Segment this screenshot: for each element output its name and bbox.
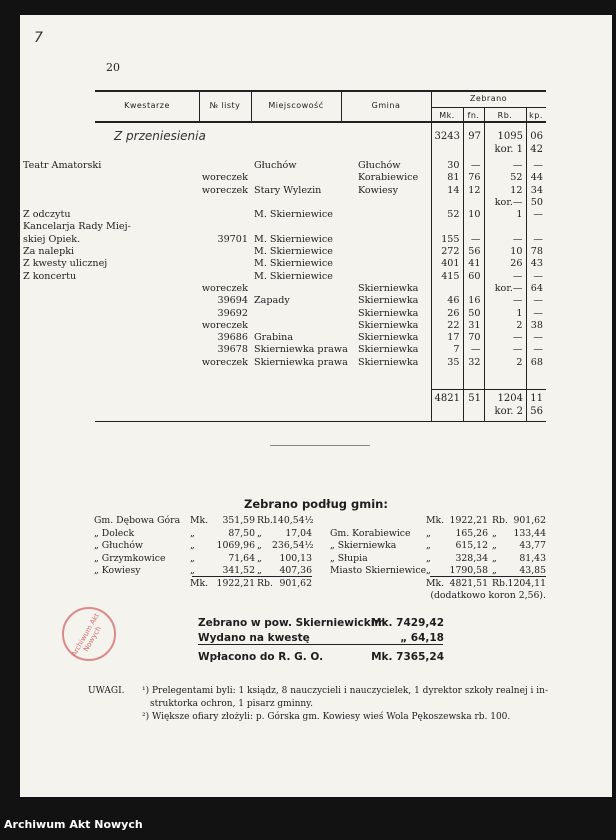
header-fn: fn. bbox=[467, 111, 480, 120]
cell-kp: — bbox=[526, 234, 546, 246]
cell-kp: — bbox=[526, 271, 546, 283]
cell-rb: — bbox=[484, 332, 526, 344]
cell-nr bbox=[180, 258, 251, 270]
header-gmina: Gmina bbox=[371, 101, 401, 110]
cell-fn bbox=[463, 283, 484, 295]
cell-fn: 50 bbox=[463, 308, 484, 320]
cell-rb: 10 bbox=[484, 246, 526, 258]
cell-kp: — bbox=[526, 295, 546, 307]
table-bottom-rule bbox=[95, 421, 546, 422]
header-zebrano: Zebrano bbox=[469, 94, 508, 103]
rb-label: „ bbox=[492, 552, 497, 564]
cell-g: Skierniewka bbox=[358, 319, 419, 331]
gmina-name: Gm. Dębowa Góra bbox=[94, 515, 181, 526]
cell-fn: 16 bbox=[463, 295, 484, 307]
total-rb: 1204 bbox=[497, 393, 523, 404]
rb-label: Rb. bbox=[257, 515, 273, 526]
cell-rb: kor.— bbox=[484, 197, 526, 209]
cell-m bbox=[251, 197, 355, 209]
rb-value: 901,62 bbox=[513, 515, 546, 526]
rb-label: „ bbox=[257, 527, 262, 539]
table-row bbox=[20, 234, 546, 246]
cell-kp: — bbox=[526, 160, 546, 172]
archive-stamp: Archiwum Akt Nowych bbox=[62, 607, 116, 661]
cell-kp: 34 bbox=[526, 185, 546, 197]
section-divider bbox=[270, 445, 370, 446]
cell-m: Głuchów bbox=[254, 160, 297, 171]
table-row bbox=[20, 221, 546, 233]
cell-rb bbox=[484, 221, 526, 233]
cell-nr: woreczek bbox=[201, 172, 248, 184]
mk-value: 87,50 bbox=[228, 527, 255, 539]
table-row bbox=[20, 185, 546, 197]
header-top-rule bbox=[95, 90, 546, 92]
total-kor-rb: kor. 2 bbox=[494, 406, 523, 417]
table-row bbox=[20, 209, 546, 221]
cell-mk: 14 bbox=[431, 185, 463, 197]
cell-g bbox=[355, 258, 431, 270]
cell-rb: — bbox=[484, 271, 526, 283]
cell-k bbox=[20, 308, 180, 320]
table-row bbox=[20, 172, 546, 184]
note-2: ²) Większe ofiary złożyli: p. Górska gm. Kowiesy wieś Wola Pękoszewska rb. 100. bbox=[142, 712, 511, 722]
cell-g: Skierniewka bbox=[358, 295, 419, 307]
carried-over-rb: 1095 bbox=[497, 131, 523, 142]
totals-rule bbox=[431, 389, 546, 390]
gmina-name: Miasto Skierniewice bbox=[330, 565, 427, 576]
rb-value: 140,54½ bbox=[272, 515, 314, 526]
gmina-name: „ Głuchów bbox=[94, 540, 143, 551]
cell-mk: 30 bbox=[431, 160, 463, 172]
summary-value: „ 64,18 bbox=[400, 632, 444, 644]
cell-nr: 39701 bbox=[217, 233, 248, 245]
cell-nr bbox=[180, 271, 251, 283]
cell-k bbox=[20, 332, 180, 344]
cell-rb: 2 bbox=[484, 320, 526, 332]
cell-mk: 7 bbox=[431, 344, 463, 356]
cell-kp: — bbox=[526, 308, 546, 320]
notes-label: UWAGI. bbox=[88, 686, 125, 696]
cell-mk: 52 bbox=[431, 209, 463, 221]
cell-mk: 35 bbox=[431, 357, 463, 369]
gmina-name: „ Skierniewka bbox=[330, 540, 397, 551]
header-nr-listy: № listy bbox=[209, 101, 241, 110]
archive-footer: Archiwum Akt Nowych bbox=[4, 818, 143, 831]
cell-k: Za nalepki bbox=[23, 246, 75, 258]
cell-kp: — bbox=[526, 344, 546, 356]
cell-fn: 60 bbox=[463, 271, 484, 283]
cell-kp: 64 bbox=[526, 283, 546, 295]
cell-kp: 43 bbox=[526, 258, 546, 270]
table-row bbox=[20, 160, 546, 172]
header-divider bbox=[199, 90, 200, 121]
table-row bbox=[20, 295, 546, 307]
summary-rule bbox=[198, 644, 443, 645]
gmina-name: „ Słupia bbox=[330, 552, 368, 564]
document-page bbox=[20, 15, 612, 797]
mk-label: „ bbox=[426, 527, 431, 539]
cell-m: Grabina bbox=[254, 332, 294, 344]
rb-value: 43,85 bbox=[519, 565, 546, 576]
cell-nr: woreczek bbox=[201, 282, 248, 294]
mk-label: „ bbox=[426, 552, 431, 564]
rb-label: „ bbox=[492, 527, 497, 539]
cell-rb: — bbox=[484, 160, 526, 172]
ledger-body bbox=[20, 160, 546, 369]
cell-mk: 22 bbox=[431, 320, 463, 332]
mk-value: 165,26 bbox=[455, 527, 488, 539]
ledger-table bbox=[20, 160, 546, 369]
gminy-note: (dodatkowo koron 2,56). bbox=[430, 590, 546, 601]
cell-mk bbox=[431, 197, 463, 209]
cell-m: Skierniewka prawa bbox=[254, 356, 348, 368]
rb-total-label: Rb. bbox=[492, 577, 508, 589]
cell-k: Teatr Amatorski bbox=[23, 160, 102, 171]
summary-label: Zebrano w pow. Skierniewickim bbox=[198, 617, 386, 629]
mk-label: „ bbox=[426, 540, 431, 551]
rb-value: 100,13 bbox=[279, 552, 312, 564]
cell-g: Głuchów bbox=[358, 160, 401, 171]
mk-value: 1922,21 bbox=[449, 515, 488, 526]
cell-nr: woreczek bbox=[201, 319, 248, 331]
rb-label: „ bbox=[492, 540, 497, 551]
cell-g: Skierniewka bbox=[358, 332, 419, 344]
cell-kp bbox=[526, 221, 546, 233]
page-number: 20 bbox=[106, 61, 120, 74]
cell-g: Skierniewka bbox=[358, 356, 419, 368]
cell-k: Z odczytu bbox=[23, 209, 71, 221]
cell-rb: kor.— bbox=[484, 283, 526, 295]
cell-g bbox=[355, 197, 431, 209]
cell-g: Kowiesy bbox=[358, 184, 398, 196]
mk-value: 351,59 bbox=[222, 515, 255, 526]
cell-kp: 44 bbox=[526, 172, 546, 184]
gmina-name: „ Kowiesy bbox=[94, 565, 141, 576]
cell-k: Z koncertu bbox=[23, 270, 77, 282]
mk-total: 1922,21 bbox=[216, 577, 255, 589]
mk-label: „ bbox=[190, 565, 195, 576]
summary-label: Wydano na kwestę bbox=[198, 632, 310, 644]
cell-nr bbox=[180, 160, 251, 172]
cell-g: Skierniewka bbox=[358, 344, 419, 356]
cell-nr: 39686 bbox=[217, 332, 248, 344]
cell-rb: 26 bbox=[484, 258, 526, 270]
note-1-continued: struktorka ochron, 1 pisarz gminny. bbox=[150, 699, 313, 709]
cell-kp: 68 bbox=[526, 357, 546, 369]
mk-label: „ bbox=[426, 565, 431, 576]
mk-label: Mk. bbox=[426, 515, 445, 526]
mk-value: 615,12 bbox=[455, 540, 488, 551]
cell-mk: 155 bbox=[431, 234, 463, 246]
cell-mk: 401 bbox=[431, 258, 463, 270]
cell-mk: 26 bbox=[431, 308, 463, 320]
table-row bbox=[20, 271, 546, 283]
cell-k: Z kwesty ulicznej bbox=[23, 258, 108, 270]
cell-g bbox=[355, 221, 431, 233]
cell-m: M. Skierniewice bbox=[254, 270, 333, 282]
table-row bbox=[20, 283, 546, 295]
table-row bbox=[20, 197, 546, 209]
summary-value: Mk. 7429,42 bbox=[371, 617, 444, 629]
cell-g: Skierniewka bbox=[358, 307, 419, 319]
mk-value: 1069,96 bbox=[216, 540, 255, 551]
cell-k: Kancelarja Rady Miej- bbox=[23, 221, 131, 233]
table-row bbox=[20, 357, 546, 369]
gminy-right-rule bbox=[430, 576, 546, 577]
mk-value: 1790,58 bbox=[449, 565, 488, 576]
cell-kp: — bbox=[526, 209, 546, 221]
rb-label: „ bbox=[257, 552, 262, 564]
header-mk: Mk. bbox=[439, 111, 455, 120]
cell-k bbox=[20, 344, 180, 356]
cell-mk: 46 bbox=[431, 295, 463, 307]
rb-value: 43,77 bbox=[519, 540, 546, 551]
rb-total: 901,62 bbox=[279, 577, 312, 589]
cell-rb: 12 bbox=[484, 185, 526, 197]
rb-value: 17,04 bbox=[285, 527, 312, 539]
gmina-name: Gm. Korabiewice bbox=[330, 527, 411, 539]
rb-total: 1204,11 bbox=[507, 577, 546, 589]
cell-fn: 10 bbox=[463, 209, 484, 221]
cell-k bbox=[20, 172, 180, 184]
total-fn: 51 bbox=[468, 393, 481, 404]
cell-nr: woreczek bbox=[201, 184, 248, 196]
cell-rb: 2 bbox=[484, 357, 526, 369]
table-row bbox=[20, 344, 546, 356]
cell-mk bbox=[431, 283, 463, 295]
cell-m bbox=[251, 320, 355, 332]
cell-k: skiej Opiek. bbox=[23, 233, 81, 245]
cell-fn: 56 bbox=[463, 246, 484, 258]
cell-k bbox=[20, 197, 180, 209]
cell-m: Skierniewka prawa bbox=[254, 344, 348, 356]
cell-nr bbox=[180, 209, 251, 221]
cell-fn: — bbox=[463, 234, 484, 246]
cell-m: Zapady bbox=[254, 295, 290, 307]
mk-label: „ bbox=[190, 527, 195, 539]
rb-value: 236,54½ bbox=[272, 540, 314, 551]
cell-kp: 78 bbox=[526, 246, 546, 258]
header-rb: Rb. bbox=[497, 111, 513, 120]
cell-rb: 1 bbox=[484, 209, 526, 221]
cell-m: M. Skierniewice bbox=[254, 233, 333, 245]
carried-over-mk: 3243 bbox=[434, 131, 460, 142]
cell-mk: 17 bbox=[431, 332, 463, 344]
cell-g bbox=[355, 209, 431, 221]
summary-value: Mk. 7365,24 bbox=[371, 651, 444, 663]
cell-m: Stary Wylezin bbox=[254, 184, 322, 196]
carried-over-label: Z przeniesienia bbox=[114, 129, 206, 143]
rb-value: 133,44 bbox=[513, 527, 546, 539]
cell-m bbox=[251, 221, 355, 233]
cell-m bbox=[251, 308, 355, 320]
mk-label: Mk. bbox=[190, 515, 209, 526]
cell-g bbox=[355, 234, 431, 246]
gminy-title: Zebrano podług gmin: bbox=[244, 497, 388, 511]
cell-fn: 70 bbox=[463, 332, 484, 344]
cell-m bbox=[251, 283, 355, 295]
cell-nr bbox=[180, 221, 251, 233]
table-row bbox=[20, 332, 546, 344]
header-kp: kp. bbox=[529, 111, 543, 120]
cell-nr: 39694 bbox=[217, 295, 248, 307]
mk-label: „ bbox=[190, 540, 195, 551]
note-1: ¹) Prelegentami byli: 1 ksiądz, 8 nauczycieli i nauczycielek, 1 dyrektor szkoły realnej i in- bbox=[142, 686, 549, 696]
mk-value: 341,52 bbox=[222, 565, 255, 576]
cell-nr bbox=[180, 246, 251, 258]
cell-rb: — bbox=[484, 295, 526, 307]
cell-rb: — bbox=[484, 234, 526, 246]
rb-label: „ bbox=[257, 565, 262, 576]
cell-g: Skierniewka bbox=[358, 282, 419, 294]
header-zebrano-rule bbox=[431, 107, 546, 108]
cell-fn: 12 bbox=[463, 185, 484, 197]
cell-k bbox=[20, 185, 180, 197]
cell-mk: 272 bbox=[431, 246, 463, 258]
cell-k bbox=[20, 320, 180, 332]
header-divider bbox=[251, 90, 252, 121]
cell-kp: 38 bbox=[526, 320, 546, 332]
cell-mk: 415 bbox=[431, 271, 463, 283]
cell-fn: 76 bbox=[463, 172, 484, 184]
mk-total-label: Mk. bbox=[190, 577, 209, 589]
header-kwestarze: Kwestarze bbox=[124, 101, 170, 110]
table-row bbox=[20, 308, 546, 320]
cell-fn: 32 bbox=[463, 357, 484, 369]
cell-m bbox=[251, 172, 355, 184]
cell-fn bbox=[463, 197, 484, 209]
cell-m: M. Skierniewice bbox=[254, 209, 333, 221]
cell-kp: — bbox=[526, 332, 546, 344]
mk-value: 328,34 bbox=[455, 552, 488, 564]
cell-m: M. Skierniewice bbox=[254, 258, 333, 270]
cell-fn: — bbox=[463, 344, 484, 356]
cell-nr: 39678 bbox=[217, 344, 248, 356]
cell-nr bbox=[180, 197, 251, 209]
cell-g bbox=[355, 246, 431, 258]
cell-mk: 81 bbox=[431, 172, 463, 184]
gmina-name: „ Grzymkowice bbox=[94, 552, 166, 564]
carried-over-fn: 97 bbox=[468, 131, 481, 142]
total-kor-kp: 56 bbox=[530, 406, 543, 417]
gminy-left-rule bbox=[192, 576, 312, 577]
mk-value: 71,64 bbox=[228, 552, 255, 564]
cell-nr: 39692 bbox=[217, 307, 248, 319]
header-bottom-rule bbox=[95, 121, 546, 123]
cell-g bbox=[355, 271, 431, 283]
total-mk: 4821 bbox=[434, 393, 460, 404]
cell-rb: 1 bbox=[484, 308, 526, 320]
cell-fn: 31 bbox=[463, 320, 484, 332]
rb-label: „ bbox=[492, 565, 497, 576]
cell-fn bbox=[463, 221, 484, 233]
gmina-name: „ Doleck bbox=[94, 527, 135, 539]
cell-rb: 52 bbox=[484, 172, 526, 184]
cell-fn: — bbox=[463, 160, 484, 172]
table-row bbox=[20, 258, 546, 270]
rb-label: Rb. bbox=[492, 515, 508, 526]
rb-value: 81,43 bbox=[519, 552, 546, 564]
rb-value: 407,36 bbox=[279, 565, 312, 576]
carried-over-kp: 06 bbox=[530, 131, 543, 142]
cell-mk bbox=[431, 221, 463, 233]
rb-label: „ bbox=[257, 540, 262, 551]
cell-k bbox=[20, 295, 180, 307]
carried-over-kor-rb: kor. 1 bbox=[494, 144, 523, 155]
cell-g: Korabiewice bbox=[358, 172, 419, 184]
summary-label: Wpłacono do R. G. O. bbox=[198, 651, 324, 663]
cell-rb: — bbox=[484, 344, 526, 356]
handwritten-mark: 7 bbox=[34, 30, 43, 46]
cell-m: M. Skierniewice bbox=[254, 246, 333, 258]
mk-total: 4821,51 bbox=[449, 577, 488, 589]
table-row bbox=[20, 320, 546, 332]
rb-total-label: Rb. bbox=[257, 577, 273, 589]
mk-total-label: Mk. bbox=[426, 577, 445, 589]
mk-label: „ bbox=[190, 552, 195, 564]
cell-nr: woreczek bbox=[201, 356, 248, 368]
header-divider bbox=[341, 90, 342, 121]
cell-fn: 41 bbox=[463, 258, 484, 270]
carried-over-kor-kp: 42 bbox=[530, 144, 543, 155]
cell-k bbox=[20, 357, 180, 369]
cell-k bbox=[20, 283, 180, 295]
header-miejscowosc: Miejscowość bbox=[268, 101, 324, 110]
total-kp: 11 bbox=[530, 393, 543, 404]
cell-kp: 50 bbox=[526, 197, 546, 209]
table-row bbox=[20, 246, 546, 258]
